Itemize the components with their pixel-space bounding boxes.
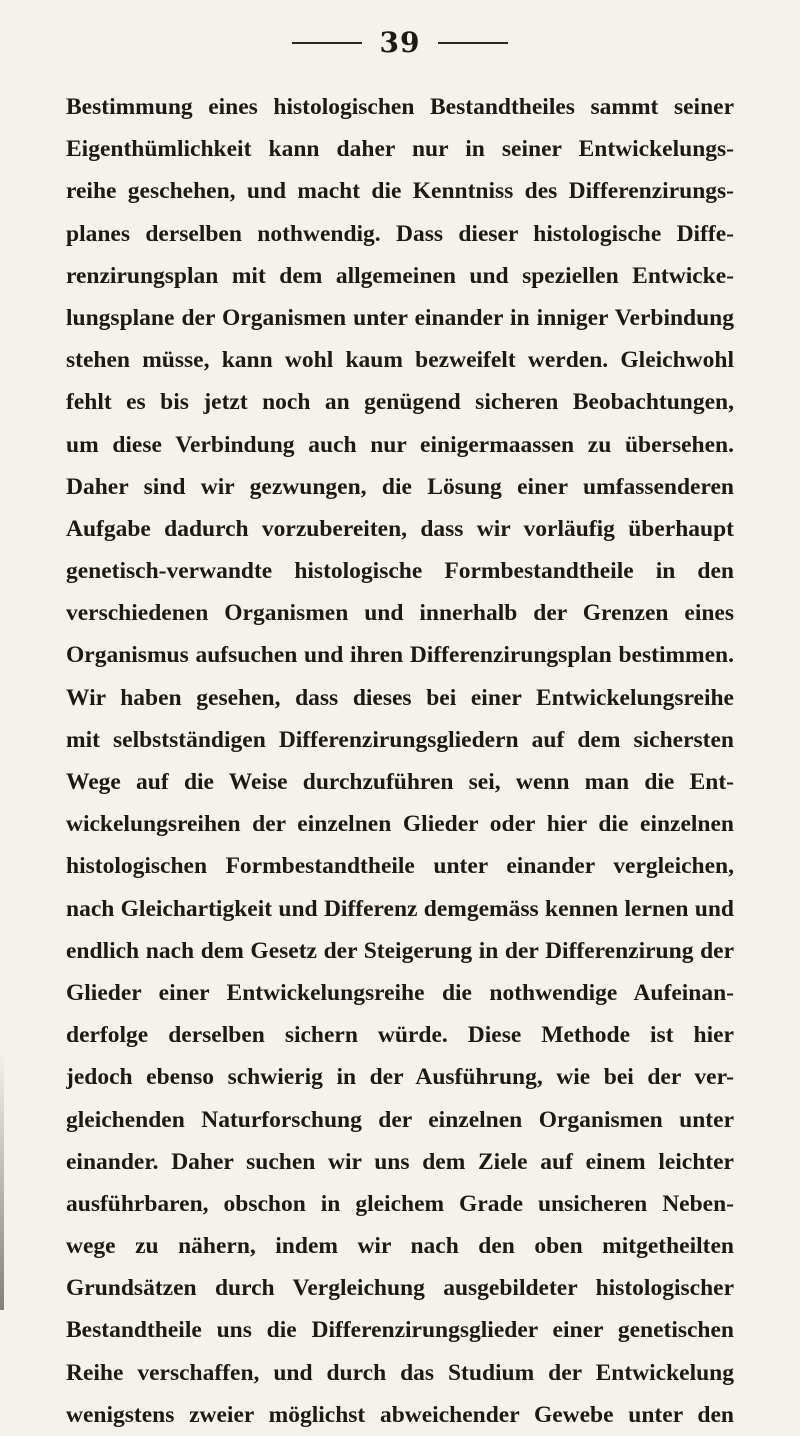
text-line: Bestandtheile uns die Differenzirungsglieder einer genetischen — [66, 1317, 734, 1344]
text-line: lungsplane der Organismen unter einander in inniger Verbindung — [66, 304, 734, 331]
text-line: um diese Verbindung auch nur einigermaassen zu übersehen. — [66, 431, 734, 458]
text-line: gleichenden Naturforschung der einzelnen Organismen unter — [66, 1106, 734, 1133]
text-line: Grundsätzen durch Vergleichung ausgebildeter histologischer — [66, 1275, 734, 1302]
text-line: derfolge derselben sichern würde. Diese Methode ist hier — [66, 1022, 734, 1049]
text-line: histologischen Formbestandtheile unter einander vergleichen, — [66, 853, 734, 880]
header-rule-left — [292, 42, 362, 44]
text-line: Daher sind wir gezwungen, die Lösung einer umfassenderen — [66, 473, 734, 500]
text-line: Reihe verschaffen, und durch das Studium der Entwickelung — [66, 1359, 734, 1386]
text-line: einander. Daher suchen wir uns dem Ziele auf einem leichter — [66, 1148, 734, 1175]
text-line: Eigenthümlichkeit kann daher nur in seiner Entwickelungs- — [66, 136, 734, 163]
text-line: wege zu nähern, indem wir nach den oben mitgetheilten — [66, 1233, 734, 1260]
text-line: genetisch-verwandte histologische Formbestandtheile in den — [66, 558, 734, 585]
text-line: Wege auf die Weise durchzuführen sei, wenn man die Ent- — [66, 769, 734, 795]
text-line: stehen müsse, kann wohl kaum bezweifelt werden. Gleichwohl — [66, 347, 734, 374]
text-line: renzirungsplan mit dem allgemeinen und speziellen Entwicke- — [66, 262, 734, 289]
header-rule-right — [438, 42, 508, 44]
text-line: Wir haben gesehen, dass dieses bei einer Entwickelungsreihe — [66, 684, 734, 711]
text-line: wenigstens zweier möglichst abweichender Gewebe unter den — [66, 1401, 734, 1428]
page-edge-shadow — [0, 1050, 4, 1310]
text-line: Organismus aufsuchen und ihren Differenzirungsplan bestimmen. — [66, 642, 734, 669]
text-line: Glieder einer Entwickelungsreihe die nothwendige Aufeinan- — [66, 979, 734, 1006]
page-header — [0, 26, 800, 60]
text-line: nach Gleichartigkeit und Differenz demgemäss kennen lernen und — [66, 895, 734, 922]
text-line: mit selbstständigen Differenzirungsgliedern auf dem sichersten — [66, 726, 734, 753]
text-line: jedoch ebenso schwierig in der Ausführung, wie bei der ver- — [66, 1064, 734, 1091]
text-line: ausführbaren, obschon in gleichem Grade unsicheren Neben- — [66, 1190, 734, 1217]
text-line: reihe geschehen, und macht die Kenntniss des Differenzirungs- — [66, 178, 734, 205]
text-line: fehlt es bis jetzt noch an genügend sicheren Beobachtungen, — [66, 389, 734, 416]
body-text — [66, 86, 734, 1436]
text-line: wickelungsreihen der einzelnen Glieder oder hier die einzelnen — [66, 811, 734, 838]
text-line: planes derselben nothwendig. Dass dieser histologische Diffe- — [66, 220, 734, 247]
text-line: Bestimmung eines histologischen Bestandtheiles sammt seiner — [66, 94, 734, 120]
text-line: endlich nach dem Gesetz der Steigerung in der Differenzirung der — [66, 937, 734, 964]
page-number: 39 — [379, 26, 421, 59]
text-line: verschiedenen Organismen und innerhalb der Grenzen eines — [66, 600, 734, 627]
text-line: Aufgabe dadurch vorzubereiten, dass wir vorläufig überhaupt — [66, 515, 734, 542]
